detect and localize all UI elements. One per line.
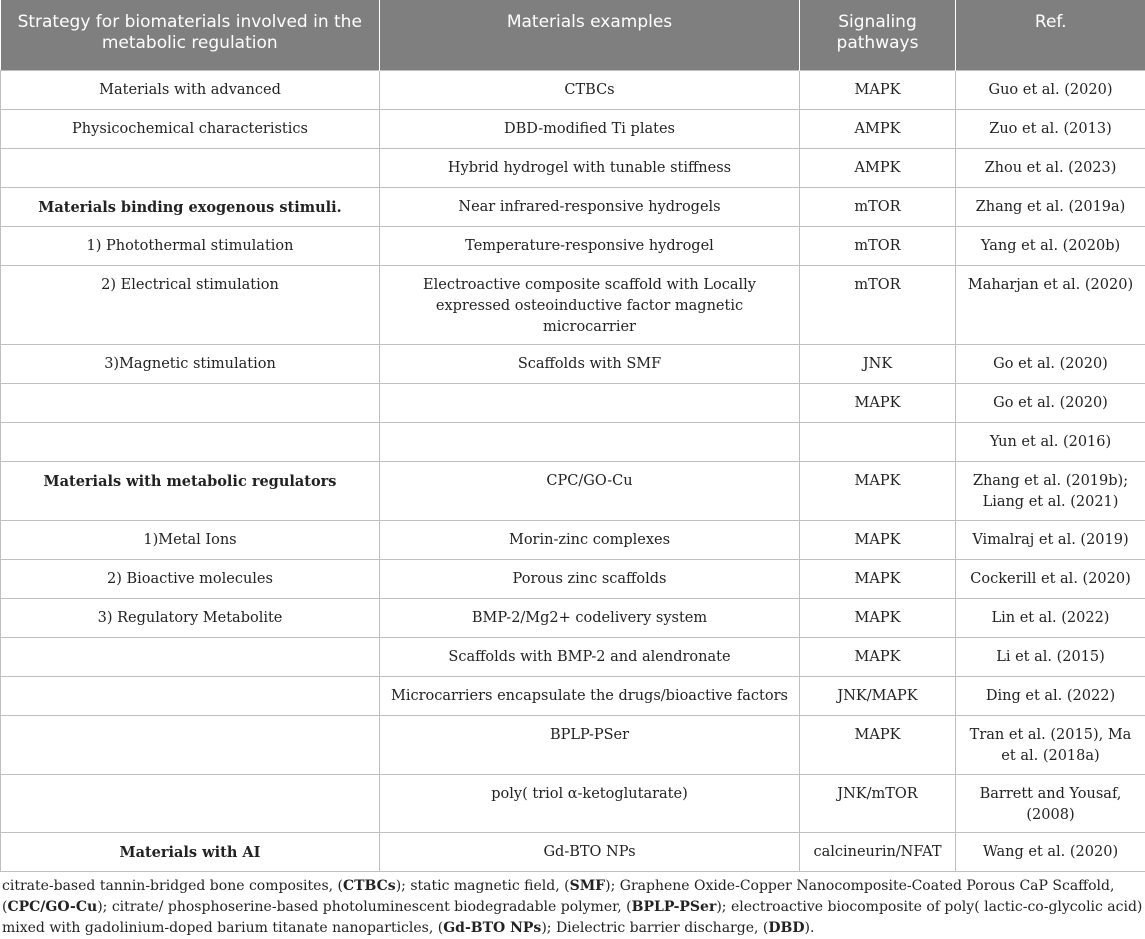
pathway-cell: MAPK: [800, 383, 956, 422]
strategy-cell: 2) Electrical stimulation: [1, 265, 380, 344]
pathway-cell: [800, 422, 956, 461]
pathway-cell: MAPK: [800, 637, 956, 676]
ref-cell: Zhou et al. (2023): [956, 148, 1145, 187]
pathway-cell: AMPK: [800, 148, 956, 187]
pathway-cell: MAPK: [800, 598, 956, 637]
ref-cell: Maharjan et al. (2020): [956, 265, 1145, 344]
strategy-cell: [1, 383, 380, 422]
header-materials: Materials examples: [380, 0, 800, 70]
table-row: [1, 832, 1145, 871]
strategy-cell: 3) Regulatory Metabolite: [1, 598, 380, 637]
strategy-cell: [1, 774, 380, 832]
material-cell: [380, 383, 800, 422]
strategy-cell: Materials with AI: [1, 832, 380, 871]
strategy-cell: 1) Photothermal stimulation: [1, 226, 380, 265]
table-row: [1, 559, 1145, 598]
table-row: [1, 265, 1145, 344]
ref-cell: Lin et al. (2022): [956, 598, 1145, 637]
header-pathways: Signaling pathways: [800, 0, 956, 70]
table-row: [1, 70, 1145, 109]
ref-cell: Cockerill et al. (2020): [956, 559, 1145, 598]
footnote-text: ); static magnetic field, (: [396, 878, 570, 894]
ref-cell: Tran et al. (2015), Ma et al. (2018a): [956, 715, 1145, 774]
footnote-abbreviation: SMF: [570, 878, 606, 894]
pathway-cell: JNK/mTOR: [800, 774, 956, 832]
pathway-cell: mTOR: [800, 226, 956, 265]
pathway-cell: mTOR: [800, 187, 956, 226]
footnote-text: ); Graphene Oxide-Copper Nanocomposite-Coated Porous CaP Scaffold, (: [2, 878, 1114, 915]
table-row: [1, 383, 1145, 422]
material-cell: CPC/GO-Cu: [380, 461, 800, 520]
strategy-cell: [1, 148, 380, 187]
pathway-cell: MAPK: [800, 461, 956, 520]
table-row: [1, 715, 1145, 774]
footnote-abbreviation: CPC/GO-Cu: [7, 899, 97, 915]
material-cell: Scaffolds with BMP-2 and alendronate: [380, 637, 800, 676]
strategy-cell: Materials binding exogenous stimuli.: [1, 187, 380, 226]
ref-cell: Go et al. (2020): [956, 383, 1145, 422]
table-row: [1, 461, 1145, 520]
footnote-text: ); electroactive biocomposite of poly( lactic-co-glycolic acid) mixed with gadolinium-doped barium titanate nanoparticles, (: [2, 899, 1142, 936]
footnote-text: ); citrate/ phosphoserine-based photoluminescent biodegradable polymer, (: [97, 899, 631, 915]
table-row: [1, 774, 1145, 832]
pathway-cell: MAPK: [800, 70, 956, 109]
ref-cell: Wang et al. (2020): [956, 832, 1145, 871]
ref-cell: Vimalraj et al. (2019): [956, 520, 1145, 559]
pathway-cell: MAPK: [800, 559, 956, 598]
header-ref: Ref.: [956, 0, 1145, 70]
strategy-cell: [1, 676, 380, 715]
footnote-text: ); Dielectric barrier discharge, (: [541, 920, 768, 936]
strategy-cell: Materials with advanced: [1, 70, 380, 109]
strategy-cell: 3)Magnetic stimulation: [1, 344, 380, 383]
material-cell: Temperature-responsive hydrogel: [380, 226, 800, 265]
strategy-cell: [1, 422, 380, 461]
footnote-abbreviation: Gd-BTO NPs: [443, 920, 541, 936]
material-cell: Microcarriers encapsulate the drugs/bioactive factors: [380, 676, 800, 715]
footnote-abbreviation: DBD: [768, 920, 804, 936]
table-row: [1, 637, 1145, 676]
table-row: [1, 598, 1145, 637]
material-cell: CTBCs: [380, 70, 800, 109]
footnote-abbreviation: CTBCs: [343, 878, 396, 894]
material-cell: [380, 422, 800, 461]
material-cell: Electroactive composite scaffold with Locally expressed osteoinductive factor magnetic microcarrier: [380, 265, 800, 344]
pathway-cell: JNK: [800, 344, 956, 383]
strategy-cell: Materials with metabolic regulators: [1, 461, 380, 520]
pathway-cell: MAPK: [800, 520, 956, 559]
ref-cell: Guo et al. (2020): [956, 70, 1145, 109]
strategy-cell: 1)Metal Ions: [1, 520, 380, 559]
ref-cell: Zhang et al. (2019b); Liang et al. (2021): [956, 461, 1145, 520]
strategy-cell: 2) Bioactive molecules: [1, 559, 380, 598]
material-cell: Near infrared-responsive hydrogels: [380, 187, 800, 226]
material-cell: Gd-BTO NPs: [380, 832, 800, 871]
pathway-cell: MAPK: [800, 715, 956, 774]
pathway-cell: JNK/MAPK: [800, 676, 956, 715]
pathway-cell: AMPK: [800, 109, 956, 148]
material-cell: DBD-modified Ti plates: [380, 109, 800, 148]
table-row: [1, 520, 1145, 559]
ref-cell: Ding et al. (2022): [956, 676, 1145, 715]
material-cell: BPLP-PSer: [380, 715, 800, 774]
material-cell: BMP-2/Mg2+ codelivery system: [380, 598, 800, 637]
table-row: [1, 676, 1145, 715]
table-row: [1, 148, 1145, 187]
ref-cell: Li et al. (2015): [956, 637, 1145, 676]
header-strategy: Strategy for biomaterials involved in the metabolic regulation: [1, 0, 380, 70]
strategy-cell: [1, 637, 380, 676]
ref-cell: Yang et al. (2020b): [956, 226, 1145, 265]
material-cell: poly( triol α-ketoglutarate): [380, 774, 800, 832]
pathway-cell: mTOR: [800, 265, 956, 344]
table-row: [1, 422, 1145, 461]
table-row: [1, 187, 1145, 226]
footnote-text: ).: [804, 920, 814, 936]
material-cell: Morin-zinc complexes: [380, 520, 800, 559]
ref-cell: Barrett and Yousaf, (2008): [956, 774, 1145, 832]
pathway-cell: calcineurin/NFAT: [800, 832, 956, 871]
ref-cell: Zuo et al. (2013): [956, 109, 1145, 148]
ref-cell: Yun et al. (2016): [956, 422, 1145, 461]
strategy-cell: [1, 715, 380, 774]
strategy-cell: Physicochemical characteristics: [1, 109, 380, 148]
footnote-abbreviation: BPLP-PSer: [632, 899, 717, 915]
table-footnote: [0, 872, 1145, 939]
table-body: [1, 70, 1145, 871]
ref-cell: Zhang et al. (2019a): [956, 187, 1145, 226]
material-cell: Scaffolds with SMF: [380, 344, 800, 383]
ref-cell: Go et al. (2020): [956, 344, 1145, 383]
footnote-text: citrate-based tannin-bridged bone composites, (: [2, 878, 343, 894]
table-row: [1, 109, 1145, 148]
table-row: [1, 226, 1145, 265]
table-row: [1, 344, 1145, 383]
material-cell: Hybrid hydrogel with tunable stiffness: [380, 148, 800, 187]
header-row: [1, 0, 1145, 70]
material-cell: Porous zinc scaffolds: [380, 559, 800, 598]
